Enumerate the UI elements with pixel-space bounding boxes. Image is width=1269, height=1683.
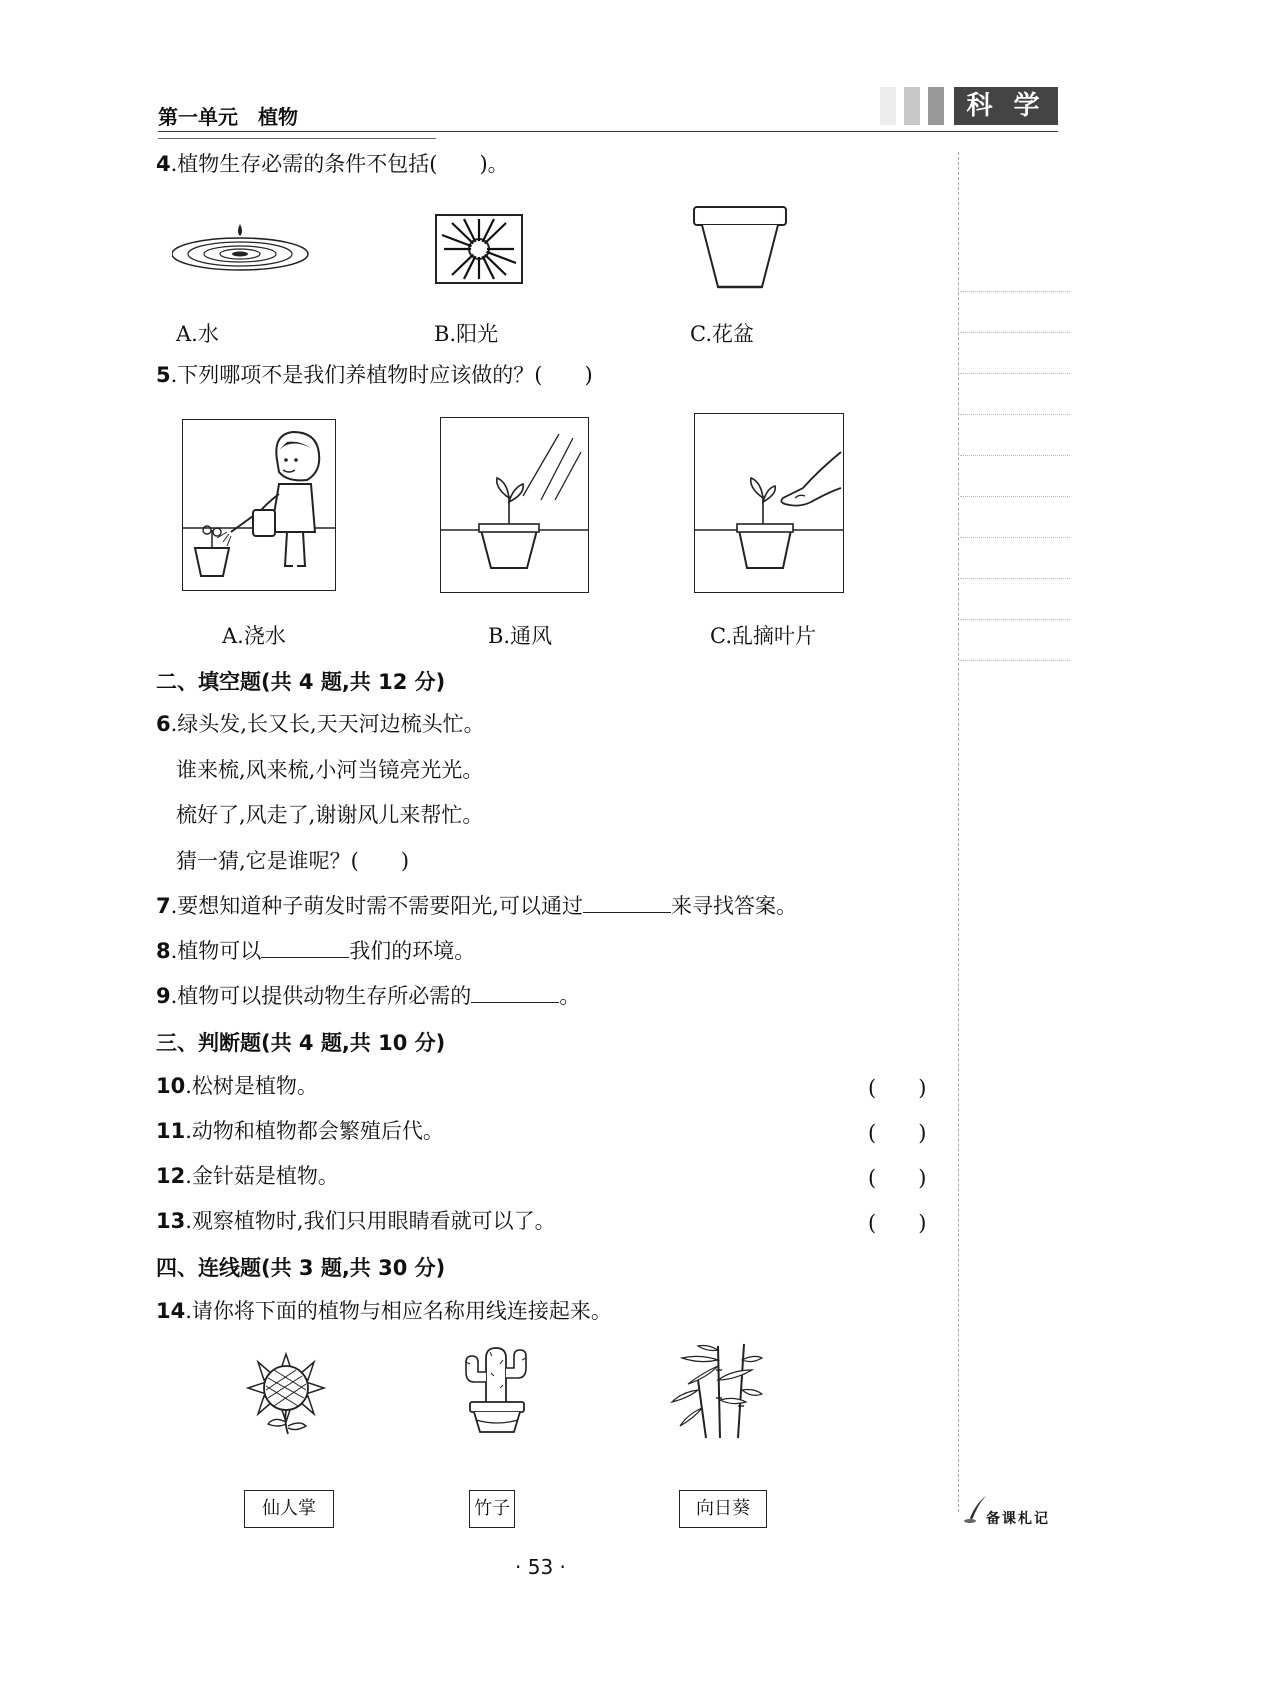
note-line bbox=[960, 496, 1070, 497]
answer-parentheses[interactable]: ( ) bbox=[868, 1166, 927, 1190]
note-line bbox=[960, 414, 1070, 415]
sidebar-divider bbox=[958, 152, 959, 1512]
question-number: 9 bbox=[156, 984, 171, 1008]
question-number: 7 bbox=[156, 894, 171, 918]
question-number: 14 bbox=[156, 1299, 186, 1323]
q5-option-c: C.乱摘叶片 bbox=[710, 624, 816, 648]
question-text: .要想知道种子萌发时需不需要阳光,可以通过 bbox=[170, 894, 583, 918]
answer-blank[interactable] bbox=[261, 937, 349, 958]
note-line bbox=[960, 291, 1070, 292]
question-5 bbox=[156, 361, 593, 389]
q4-option-b: B.阳光 bbox=[434, 322, 499, 346]
question-7 bbox=[156, 892, 797, 920]
note-line bbox=[960, 455, 1070, 456]
page-number: · 53 · bbox=[515, 1555, 566, 1579]
question-text: .松树是植物。 bbox=[185, 1074, 318, 1098]
header-unit: 第一单元 植物 bbox=[158, 105, 298, 129]
q5-option-a: A.浇水 bbox=[222, 624, 286, 648]
question-number: 11 bbox=[156, 1119, 186, 1143]
question-number: 5 bbox=[156, 363, 171, 387]
question-number: 6 bbox=[156, 712, 171, 736]
question-9 bbox=[156, 982, 580, 1010]
question-text: .植物可以 bbox=[170, 939, 262, 963]
cactus-icon[interactable] bbox=[460, 1342, 534, 1436]
question-text: .植物生存必需的条件不包括( )。 bbox=[170, 152, 509, 176]
note-line bbox=[960, 537, 1070, 538]
question-13 bbox=[156, 1207, 556, 1235]
question-number: 12 bbox=[156, 1164, 186, 1188]
header-underline bbox=[158, 131, 1058, 132]
question-number: 8 bbox=[156, 939, 171, 963]
section-heading-judgement: 三、判断题(共 4 题,共 10 分) bbox=[156, 1031, 446, 1055]
bamboo-icon[interactable] bbox=[668, 1340, 764, 1440]
girl-watering-icon bbox=[182, 419, 336, 591]
answer-blank[interactable] bbox=[471, 982, 559, 1003]
q4-option-c: C.花盆 bbox=[690, 322, 754, 346]
question-text: .观察植物时,我们只用眼睛看就可以了。 bbox=[185, 1209, 556, 1233]
note-line bbox=[960, 578, 1070, 579]
question-4 bbox=[156, 150, 509, 178]
question-text: .请你将下面的植物与相应名称用线连接起来。 bbox=[185, 1299, 612, 1323]
question-text: 。 bbox=[559, 984, 581, 1008]
question-10 bbox=[156, 1072, 318, 1100]
question-number: 4 bbox=[156, 152, 171, 176]
question-text: .下列哪项不是我们养植物时应该做的？( ) bbox=[170, 363, 593, 387]
question-text: .植物可以提供动物生存所必需的 bbox=[170, 984, 472, 1008]
header-deco-bars bbox=[880, 87, 960, 125]
question-12 bbox=[156, 1162, 339, 1190]
question-14 bbox=[156, 1297, 612, 1325]
q4-option-a: A.水 bbox=[176, 322, 219, 346]
header-thin-line bbox=[158, 138, 436, 139]
note-line bbox=[960, 660, 1070, 661]
question-6 bbox=[156, 710, 485, 738]
note-line bbox=[960, 332, 1070, 333]
riddle-line: 谁来梳,风来梳,小河当镜亮光光。 bbox=[176, 758, 484, 782]
sunlight-icon bbox=[434, 213, 524, 285]
name-box-bamboo[interactable]: 竹子 bbox=[469, 1490, 515, 1528]
water-ripple-icon bbox=[172, 218, 322, 278]
answer-parentheses[interactable]: ( ) bbox=[868, 1211, 927, 1235]
question-8 bbox=[156, 937, 475, 965]
answer-parentheses[interactable]: ( ) bbox=[868, 1121, 927, 1145]
question-text: 我们的环境。 bbox=[349, 939, 476, 963]
question-text: .动物和植物都会繁殖后代。 bbox=[185, 1119, 444, 1143]
sidebar-note-label: 备课札记 bbox=[986, 1511, 1050, 1527]
answer-blank[interactable] bbox=[583, 892, 671, 913]
question-number: 10 bbox=[156, 1074, 186, 1098]
riddle-line: 梳好了,风走了,谢谢风儿来帮忙。 bbox=[176, 803, 484, 827]
flowerpot-icon bbox=[690, 203, 790, 291]
note-line bbox=[960, 373, 1070, 374]
question-11 bbox=[156, 1117, 444, 1145]
question-text: .金针菇是植物。 bbox=[185, 1164, 339, 1188]
question-number: 13 bbox=[156, 1209, 186, 1233]
sunflower-icon[interactable] bbox=[244, 1352, 328, 1436]
ventilated-plant-icon bbox=[440, 417, 589, 593]
name-box-sunflower[interactable]: 向日葵 bbox=[679, 1490, 767, 1528]
header-subject: 科 学 bbox=[954, 87, 1058, 125]
question-text: 来寻找答案。 bbox=[670, 894, 797, 918]
picking-leaf-icon bbox=[694, 413, 844, 593]
note-line bbox=[960, 619, 1070, 620]
name-box-cactus[interactable]: 仙人掌 bbox=[244, 1490, 334, 1528]
section-heading-fill-in: 二、填空题(共 4 题,共 12 分) bbox=[156, 670, 446, 694]
q5-option-b: B.通风 bbox=[488, 624, 553, 648]
section-heading-matching: 四、连线题(共 3 题,共 30 分) bbox=[156, 1256, 446, 1280]
riddle-line: 猜一猜,它是谁呢？( ) bbox=[176, 849, 410, 873]
answer-parentheses[interactable]: ( ) bbox=[868, 1076, 927, 1100]
riddle-line: .绿头发,长又长,天天河边梳头忙。 bbox=[170, 712, 485, 736]
